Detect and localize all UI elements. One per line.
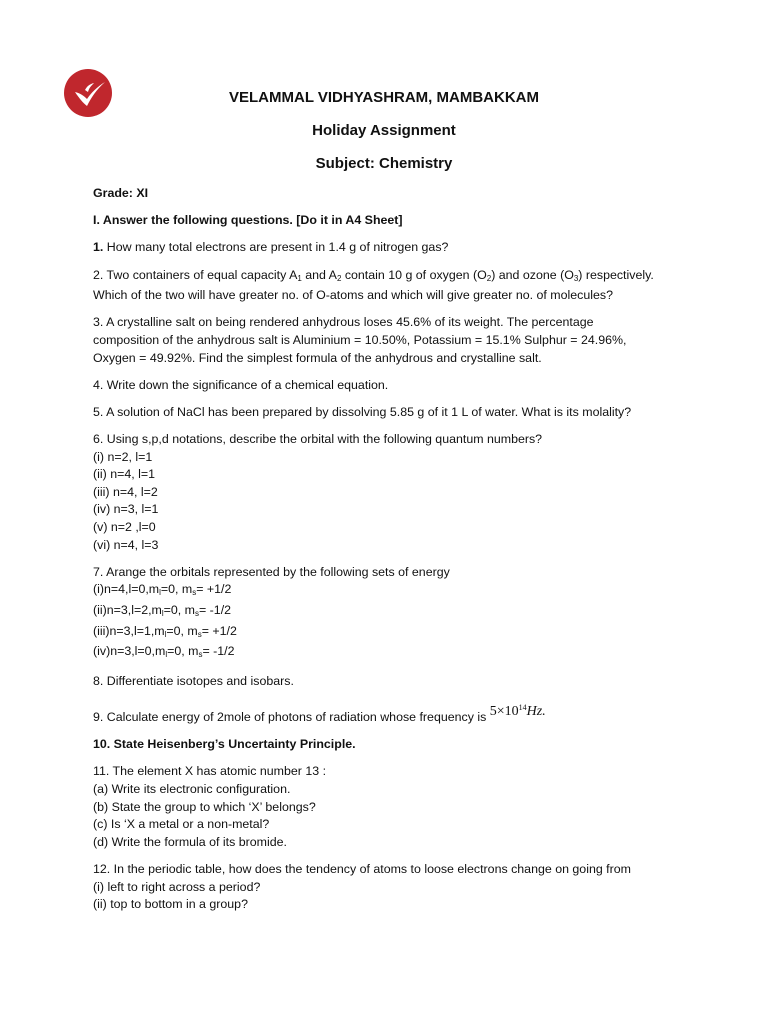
- sub-item: (a) Write its electronic configuration.: [93, 781, 291, 796]
- sub-item: (vi) n=4, l=3: [93, 537, 159, 552]
- item-text: (iv)n=3,l=0,m: [93, 644, 166, 659]
- question-text: contain 10 g of oxygen (O: [341, 267, 487, 282]
- question-text: 3. A crystalline salt on being rendered anhydrous loses 45.6% of its weight. The percentage: [93, 315, 594, 330]
- item-text: =0, m: [160, 582, 193, 597]
- question-1: [93, 239, 693, 257]
- frequency-expression: [490, 704, 546, 719]
- question-text: How many total electrons are present in 1.4 g of nitrogen gas?: [103, 240, 449, 255]
- question-text: Which of the two will have greater no. of O-atoms and which will give greater no. of molecules?: [93, 288, 613, 303]
- subscript: s: [198, 650, 203, 660]
- sub-item: (d) Write the formula of its bromide.: [93, 834, 287, 849]
- question-9: [93, 705, 693, 727]
- subscript: s: [197, 629, 202, 639]
- subscript: s: [195, 609, 199, 619]
- sub-item: [93, 624, 237, 638]
- item-text: = +1/2: [201, 623, 237, 638]
- subscript: 2: [336, 273, 342, 283]
- question-text: 6. Using s,p,d notations, describe the orbital with the following quantum numbers?: [93, 432, 543, 447]
- sub-item: (iii) n=4, l=2: [93, 484, 158, 499]
- item-text: (iii)n=3,l=1,m: [93, 623, 165, 638]
- question-3: [93, 314, 693, 367]
- grade-label: Grade: XI: [93, 186, 149, 200]
- item-text: =0, m: [163, 603, 195, 618]
- question-6: [93, 431, 693, 554]
- question-text: and A: [301, 267, 337, 282]
- question-number: 1.: [93, 240, 104, 255]
- subscript: 1: [297, 273, 302, 283]
- question-text: ) respectively.: [578, 267, 654, 282]
- question-8: 8. Differentiate isotopes and isobars.: [93, 674, 294, 689]
- question-text: 7. Arange the orbitals represented by the following sets of energy: [93, 564, 450, 579]
- question-7: [93, 564, 693, 664]
- subscript: s: [192, 588, 197, 598]
- item-text: (ii)n=3,l=2,m: [93, 603, 162, 618]
- item-text: = -1/2: [199, 603, 232, 618]
- sub-item: (ii) top to bottom in a group?: [93, 897, 248, 912]
- section-heading: I. Answer the following questions. [Do it in A4 Sheet]: [93, 213, 403, 228]
- math-unit: Hz.: [526, 704, 546, 719]
- question-12: [93, 861, 693, 914]
- sub-item: [93, 582, 231, 596]
- question-text: ) and ozone (O: [491, 267, 574, 282]
- sub-item: (b) State the group to which ‘X’ belongs?: [93, 799, 316, 814]
- school-name: VELAMMAL VIDHYASHRAM, MAMBAKKAM: [229, 89, 539, 106]
- question-text: composition of the anhydrous salt is Aluminium = 10.50%, Potassium = 15.1% Sulphur = 24.96%,: [93, 332, 627, 347]
- sub-item: (i) left to right across a period?: [93, 879, 261, 894]
- subscript: l: [159, 588, 161, 598]
- question-text: 9. Calculate energy of 2mole of photons of radiation whose frequency is: [93, 710, 490, 724]
- question-text: 11. The element X has atomic number 13 :: [93, 764, 327, 779]
- question-11: [93, 763, 693, 851]
- question-text: 12. In the periodic table, how does the tendency of atoms to loose electrons change on going from: [93, 861, 631, 876]
- question-5: 5. A solution of NaCl has been prepared by dissolving 5.85 g of it 1 L of water. What is its molality?: [93, 404, 632, 419]
- sub-item: (ii) n=4, l=1: [93, 467, 155, 482]
- question-text: Oxygen = 49.92%. Find the simplest formula of the anhydrous and crystalline salt.: [93, 350, 542, 365]
- math-exponent: 14: [518, 703, 527, 712]
- sub-item: (c) Is ‘X a metal or a non-metal?: [93, 817, 270, 832]
- question-2: [93, 267, 693, 305]
- item-text: =0, m: [167, 644, 199, 659]
- subscript: l: [165, 650, 168, 660]
- sub-item: (i) n=2, l=1: [93, 449, 153, 464]
- assignment-body: [93, 185, 693, 923]
- math-base: 5×10: [489, 704, 519, 719]
- question-4: 4. Write down the significance of a chemical equation.: [93, 377, 389, 392]
- subscript: l: [164, 629, 167, 639]
- sub-item: [93, 603, 231, 617]
- subscript: 2: [486, 273, 492, 283]
- item-text: = -1/2: [202, 644, 235, 659]
- sub-item: (iv) n=3, l=1: [93, 502, 159, 517]
- subject-title: Subject: Chemistry: [315, 155, 453, 172]
- item-text: = +1/2: [196, 582, 232, 597]
- assignment-title: Holiday Assignment: [312, 122, 456, 139]
- question-text: 2. Two containers of equal capacity A: [93, 267, 298, 282]
- sub-item: (v) n=2 ,l=0: [93, 520, 156, 535]
- question-10: 10. State Heisenberg’s Uncertainty Principle.: [93, 737, 356, 752]
- subscript: 3: [573, 273, 579, 283]
- item-text: =0, m: [166, 623, 198, 638]
- item-text: (i)n=4,l=0,m: [93, 582, 160, 597]
- subscript: l: [161, 609, 164, 619]
- sub-item: [93, 644, 234, 658]
